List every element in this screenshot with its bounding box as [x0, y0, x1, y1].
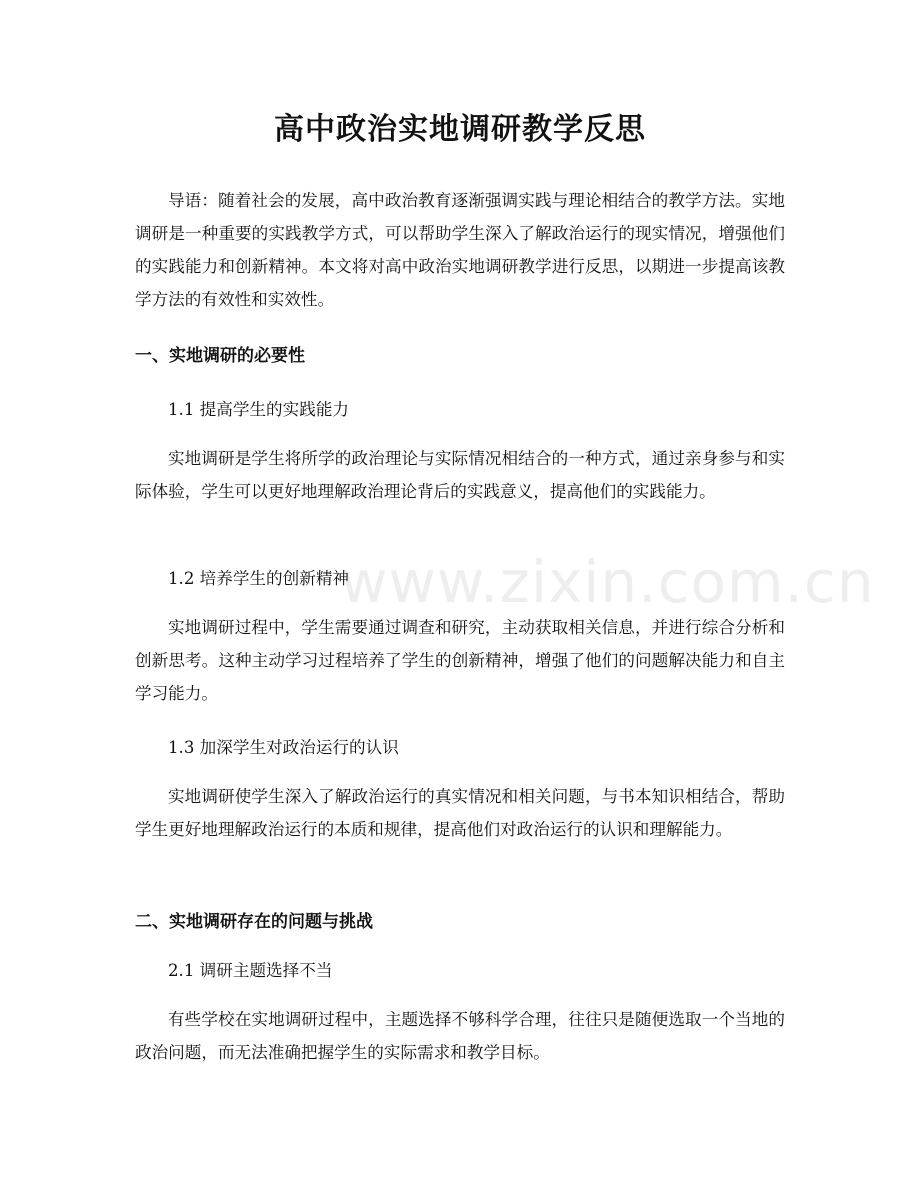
subsection-1-1-heading: 1.1 提高学生的实践能力 [168, 400, 350, 419]
document-title: 高中政治实地调研教学反思 [274, 112, 646, 147]
subsection-1-2-heading: 1.2 培养学生的创新精神 [168, 569, 350, 588]
subsection-2-1-body: 有些学校在实地调研过程中，主题选择不够科学合理，往往只是随便选取一个当地的政治问题，而无法准确把握学生的实际需求和教学目标。 [135, 1010, 785, 1062]
subsection-1-2-body: 实地调研过程中，学生需要通过调查和研究，主动获取相关信息，并进行综合分析和创新思考。这种主动学习过程培养了学生的创新精神，增强了他们的问题解决能力和自主学习能力。 [135, 618, 785, 703]
section-2-heading: 二、实地调研存在的问题与挑战 [135, 912, 373, 932]
subsection-2-1-heading: 2.1 调研主题选择不当 [168, 961, 333, 980]
intro-paragraph: 导语：随着社会的发展，高中政治教育逐渐强调实践与理论相结合的教学方法。实地调研是一种重要的实践教学方式，可以帮助学生深入了解政治运行的现实情况，增强他们的实践能力和创新精神。本文将对高中政治实地调研教学进行反思，以期进一步提高该教学方法的有效性和实效性。 [135, 191, 785, 309]
section-1-heading: 一、实地调研的必要性 [135, 346, 305, 366]
subsection-1-3-heading: 1.3 加深学生对政治运行的认识 [168, 738, 399, 757]
subsection-1-1-body: 实地调研是学生将所学的政治理论与实际情况相结合的一种方式，通过亲身参与和实际体验，学生可以更好地理解政治理论背后的实践意义，提高他们的实践能力。 [135, 449, 785, 501]
subsection-1-3-body: 实地调研使学生深入了解政治运行的真实情况和相关问题，与书本知识相结合，帮助学生更好地理解政治运行的本质和规律，提高他们对政治运行的认识和理解能力。 [135, 787, 785, 839]
watermark-text: www.zixin.com.cn [340, 548, 875, 616]
